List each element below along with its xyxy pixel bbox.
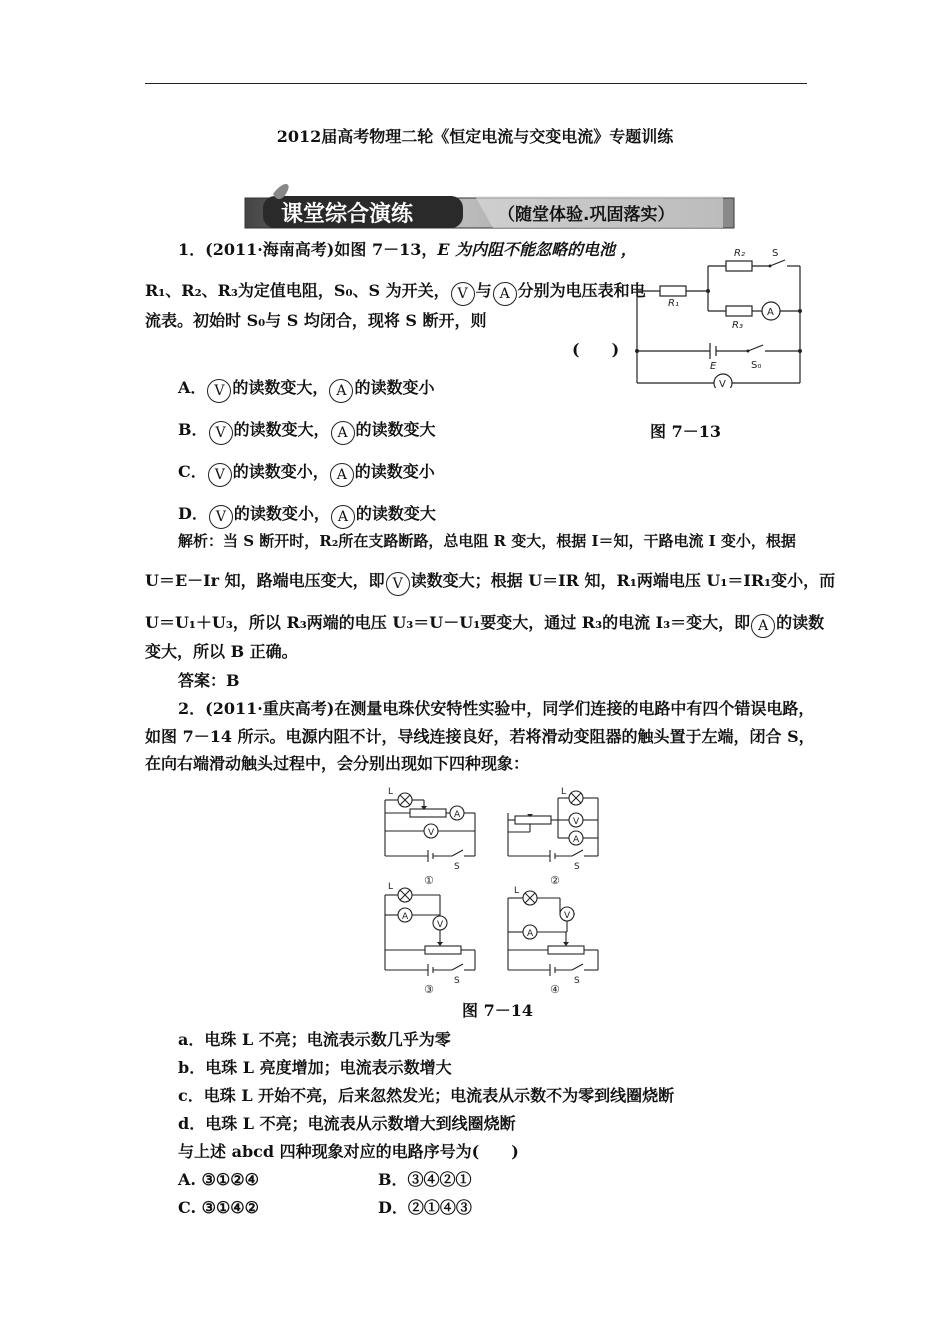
q1-solution-line2: U＝E－Ir 知，路端电压变大，即 V 读数变大；根据 U＝IR 知，R₁两端电压 U₁＝IR₁变小，而 bbox=[145, 571, 835, 596]
q1-option-c: C． V 的读数变小， A 的读数变小 bbox=[178, 462, 435, 487]
ammeter-icon: A bbox=[331, 505, 355, 529]
q2-line2: 如图 7－14 所示。电源内阻不计，导线连接良好，若将滑动变阻器的触头置于左端，闭合 S， bbox=[145, 727, 815, 746]
svg-text:S: S bbox=[772, 248, 779, 259]
ammeter-icon: A bbox=[330, 463, 354, 487]
q1-option-a: A． V 的读数变大， A 的读数变小 bbox=[178, 378, 434, 403]
svg-text:A: A bbox=[527, 929, 534, 939]
voltmeter-icon: V bbox=[451, 282, 475, 306]
ammeter-icon: A bbox=[493, 282, 517, 306]
q2-prompt: 与上述 abcd 四种现象对应的电路序号为( ) bbox=[178, 1142, 519, 1161]
q2-phenomenon-c: c．电珠 L 开始不亮，后来忽然发光；电流表从示数不为零到线圈烧断 bbox=[178, 1086, 675, 1105]
q1-answer: 答案：B bbox=[178, 671, 240, 690]
q2-line3: 在向右端滑动触头过程中，会分别出现如下四种现象： bbox=[145, 754, 530, 773]
q2-option-b: B．③④②① bbox=[378, 1170, 472, 1189]
section-banner bbox=[243, 178, 736, 230]
resistor-r1 bbox=[660, 286, 686, 296]
q2-option-d: D．②①④③ bbox=[378, 1198, 472, 1217]
q1-answer-paren: ( ) bbox=[572, 340, 620, 359]
svg-text:A: A bbox=[573, 835, 580, 845]
svg-text:S: S bbox=[574, 862, 580, 872]
svg-text:S: S bbox=[454, 862, 460, 872]
svg-text:④: ④ bbox=[550, 983, 560, 995]
svg-text:E: E bbox=[710, 361, 717, 372]
page-title: 2012届高考物理二轮《恒定电流与交变电流》专题训练 bbox=[276, 127, 674, 146]
q1-solution-line4: 变大，所以 B 正确。 bbox=[145, 642, 298, 661]
q2-option-a: A. ③①②④ bbox=[178, 1170, 259, 1189]
svg-text:R₁: R₁ bbox=[668, 298, 679, 309]
svg-text:L: L bbox=[388, 882, 394, 892]
svg-text:V: V bbox=[564, 911, 571, 921]
voltmeter-icon: V bbox=[207, 379, 231, 403]
figure-7-14 bbox=[380, 780, 610, 995]
voltmeter-icon: V bbox=[209, 505, 233, 529]
svg-text:A: A bbox=[767, 307, 774, 318]
banner-main: 课堂综合演练 bbox=[281, 202, 414, 227]
svg-text:L: L bbox=[514, 886, 520, 896]
rheostat bbox=[425, 946, 461, 954]
fig-7-13-caption: 图 7－13 bbox=[650, 422, 721, 441]
q2-line1: 2．(2011·重庆高考)在测量电珠伏安特性实验中，同学们连接的电路中有四个错误电路， bbox=[178, 699, 815, 718]
ammeter-icon: A bbox=[329, 379, 353, 403]
q2-phenomenon-b: b．电珠 L 亮度增加；电流表示数增大 bbox=[178, 1058, 452, 1077]
svg-text:A: A bbox=[454, 810, 461, 820]
ammeter-icon: A bbox=[331, 421, 355, 445]
q1-option-d: D． V 的读数变小， A 的读数变大 bbox=[178, 504, 436, 529]
svg-text:A: A bbox=[402, 912, 409, 922]
rheostat bbox=[548, 946, 584, 954]
q1-line2: R₁、R₂、R₃为定值电阻，S₀、S 为开关， V 与 A 分别为电压表和电 bbox=[145, 281, 646, 306]
voltmeter-icon: V bbox=[208, 463, 232, 487]
q1-option-b: B． V 的读数变大， A 的读数变大 bbox=[178, 420, 436, 445]
voltmeter-icon: V bbox=[386, 572, 410, 596]
svg-text:S: S bbox=[574, 976, 580, 986]
q2-phenomenon-a: a．电珠 L 不亮；电流表示数几乎为零 bbox=[178, 1030, 451, 1049]
svg-text:R₂: R₂ bbox=[734, 248, 745, 259]
q1-solution-line1: 解析：当 S 断开时，R₂所在支路断路，总电阻 R 变大，根据 I＝知，干路电流 I 变小，根据 bbox=[178, 532, 796, 550]
svg-text:①: ① bbox=[424, 874, 434, 887]
svg-text:V: V bbox=[719, 379, 726, 388]
q1-line1: 1．(2011·海南高考)如图 7－13，E 为内阻不能忽略的电池 ， bbox=[178, 240, 637, 259]
svg-text:V: V bbox=[573, 817, 580, 827]
ammeter-icon: A bbox=[751, 614, 775, 638]
svg-text:③: ③ bbox=[424, 983, 434, 995]
q2-phenomenon-d: d．电珠 L 不亮；电流表从示数增大到线圈烧断 bbox=[178, 1114, 516, 1133]
svg-text:L: L bbox=[561, 787, 567, 797]
resistor-r3 bbox=[726, 306, 752, 316]
voltmeter-icon: V bbox=[209, 421, 233, 445]
svg-text:②: ② bbox=[550, 874, 560, 887]
header-rule bbox=[145, 83, 807, 84]
fig-7-14-caption: 图 7－14 bbox=[462, 1001, 533, 1020]
figure-7-13 bbox=[630, 242, 810, 388]
q1-line3: 流表。初始时 S₀与 S 均闭合，现将 S 断开，则 bbox=[145, 311, 487, 330]
svg-text:V: V bbox=[437, 920, 444, 930]
svg-text:S: S bbox=[454, 976, 460, 986]
svg-text:S₀: S₀ bbox=[751, 360, 762, 371]
svg-text:L: L bbox=[388, 787, 394, 797]
banner-sub: （随堂体验.巩固落实） bbox=[498, 205, 675, 225]
q1-solution-line3: U＝U₁＋U₃，所以 R₃两端的电压 U₃＝U－U₁要变大，通过 R₃的电流 I₃＝变大，即 A 的读数 bbox=[145, 613, 824, 638]
svg-text:R₃: R₃ bbox=[732, 320, 743, 331]
rheostat bbox=[515, 816, 551, 824]
resistor-r2 bbox=[726, 261, 752, 271]
svg-text:V: V bbox=[428, 828, 435, 838]
q2-option-c: C. ③①④② bbox=[178, 1198, 259, 1217]
rheostat bbox=[410, 809, 446, 817]
